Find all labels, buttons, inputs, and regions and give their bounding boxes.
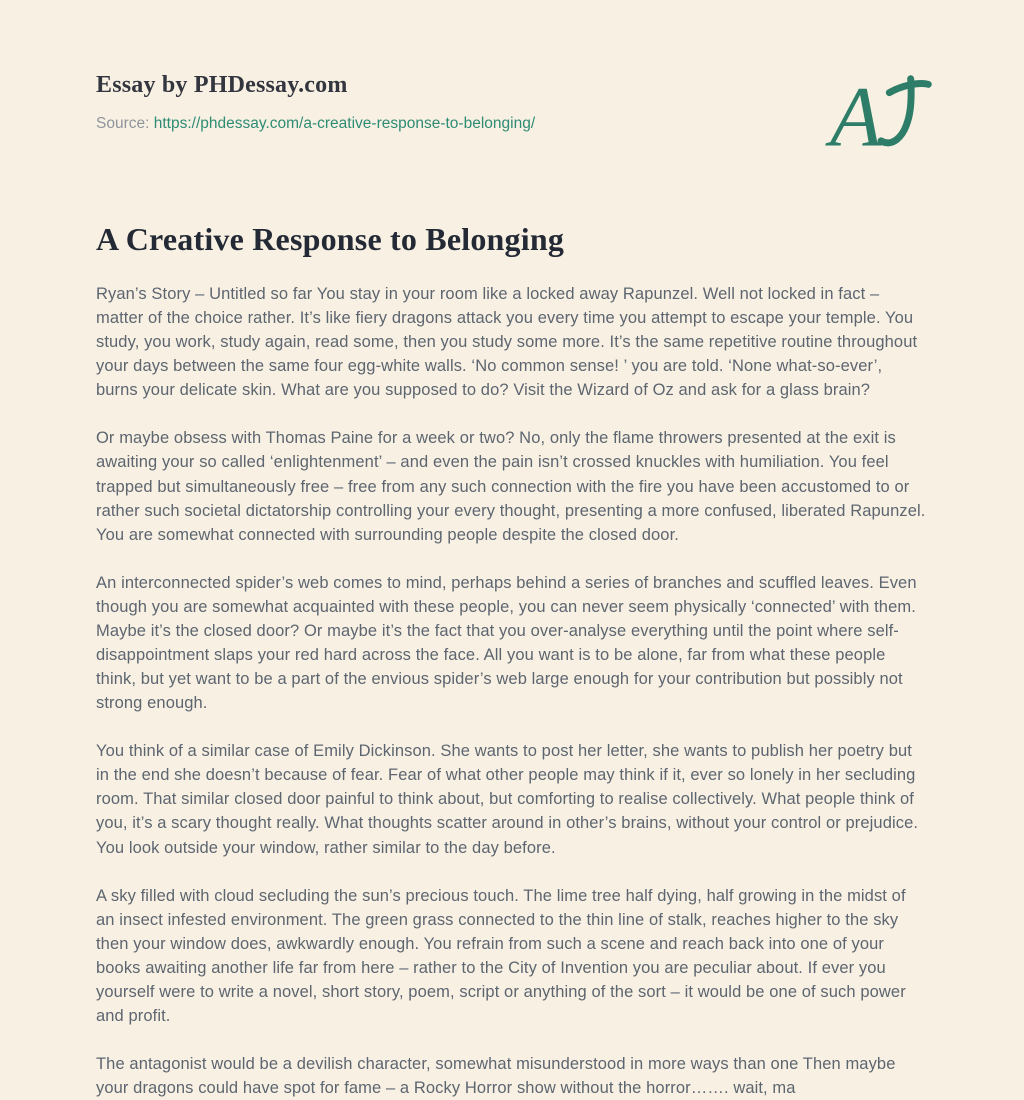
page-header	[96, 72, 928, 133]
paragraph: A sky filled with cloud secluding the sun’s precious touch. The lime tree half dying, half growing in the midst of an insect infested environment. The green grass connected to the thin line of stalk, reaches higher to the sky then your window does, awkwardly enough. You refrain from such a scene and reach back into one of your books awaiting another life far from here – rather to the City of Invention you are peculiar about. If ever you yourself were to write a novel, short story, poem, script or anything of the sort – it would be one of such power and profit.	[96, 886, 906, 1026]
header-text-block	[96, 72, 535, 133]
phdessay-a-plus-logo-icon	[830, 66, 932, 165]
source-line	[96, 115, 535, 133]
paragraph: Or maybe obsess with Thomas Paine for a week or two? No, only the flame throwers presented at the exit is awaiting your so called ‘enlightenment’ – and even the pain isn’t crossed knuckles with humiliation. You feel trapped but simultaneously free – free from any such connection with the fire you have been accustomed to or rather such societal dictatorship controlling your every thought, presenting a more confused, liberated Rapunzel. You are somewhat connected with surrounding people despite the closed door.	[96, 429, 926, 544]
paragraph: The antagonist would be a devilish character, somewhat misunderstood in more ways than one Then maybe your dragons could have spot for fame – a Rocky Horror show without the horror……. wait, ma	[96, 1055, 896, 1098]
paragraph: An interconnected spider’s web comes to mind, perhaps behind a series of branches and scuffled leaves. Even though you are somewhat acquainted with these people, you can never seem physically ‘connected’ with them. Maybe it’s the closed door? Or maybe it’s the fact that you over-analyse everything until the point where self-disappointment slaps your red hard across the face. All you want is to be alone, far from what these people think, but yet want to be a part of the envious spider’s web large enough for your contribution but possibly not strong enough.	[96, 573, 917, 713]
paragraph: You think of a similar case of Emily Dickinson. She wants to post her letter, she wants to publish her poetry but in the end she doesn’t because of fear. Fear of what other people may think if it, ever so lonely in her secluding room. That similar closed door painful to think about, but comforting to realise collectively. What people think of you, it’s a scary thought really. What thoughts scatter around in other’s brains, without your control or prejudice. You look outside your window, rather similar to the day before.	[96, 742, 919, 857]
article-body	[96, 282, 928, 1100]
source-link[interactable]: https://phdessay.com/a-creative-response-to-belonging/	[153, 115, 536, 132]
article-title: A Creative Response to Belonging	[96, 221, 565, 257]
site-title: Essay by PHDessay.com	[96, 72, 348, 98]
source-label: Source:	[96, 115, 150, 132]
paragraph: Ryan’s Story – Untitled so far You stay in your room like a locked away Rapunzel. Well not locked in fact – matter of the choice rather. It’s like fiery dragons attack you every time you attempt to escape your temple. You study, you work, study again, read some, then you study some more. It’s the same repetitive routine throughout your days between the same four egg-white walls. ‘No common sense! ’ you are told. ‘None what-so-ever’, burns your delicate skin. What are you supposed to do? Visit the Wizard of Oz and ask for a glass brain?	[96, 285, 918, 400]
svg-text:A: A	[830, 70, 883, 165]
